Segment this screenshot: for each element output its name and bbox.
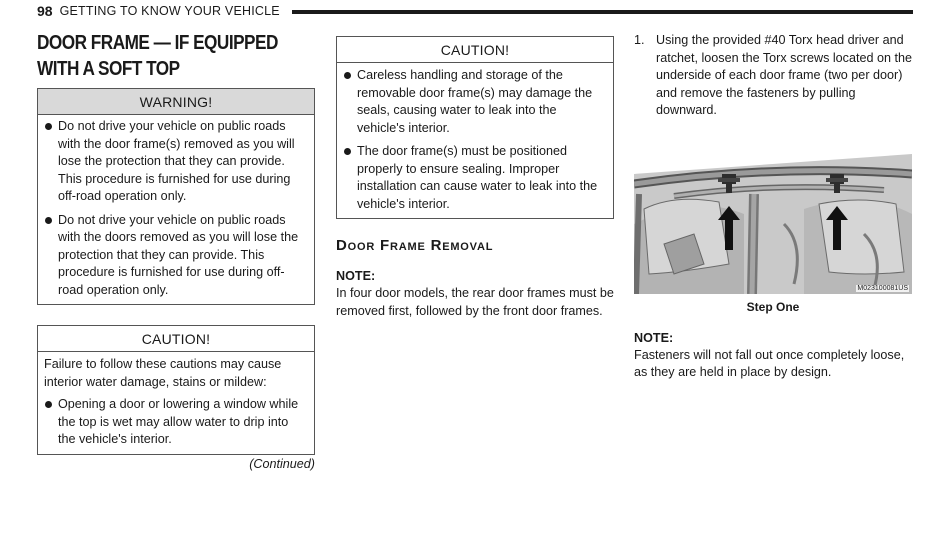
- section-name: GETTING TO KNOW YOUR VEHICLE: [59, 4, 280, 18]
- caution-list: [343, 67, 607, 213]
- warning-item: Do not drive your vehicle on public roads with the door frame(s) removed as you will lose the protection that they can provide. This procedure is furnished for use during off-road operation only.: [44, 118, 308, 206]
- step-text: Using the provided #40 Torx head driver and ratchet, loosen the Torx screws located on the underside of each door frame (two per door) and remove the fasteners by pulling downward.: [656, 33, 912, 117]
- caution-box: [37, 325, 315, 455]
- column-left: [37, 30, 315, 471]
- continued-label: (Continued): [249, 456, 315, 471]
- column-right: [634, 32, 912, 382]
- note-text: In four door models, the rear door frames must be removed first, followed by the front door frames.: [336, 286, 614, 318]
- note-text: Fasteners will not fall out once completely loose, as they are held in place by design.: [634, 347, 905, 379]
- page-number: 98: [37, 3, 53, 19]
- step-list: [634, 32, 912, 120]
- caution-item: Opening a door or lowering a window while the top is wet may allow water to drip into the vehicle's interior.: [44, 396, 308, 449]
- caution-intro: Failure to follow these cautions may cause interior water damage, stains or mildew:: [44, 357, 282, 389]
- step-item: [634, 32, 912, 120]
- caution-heading: CAUTION!: [337, 37, 613, 63]
- door-frame-illustration: [634, 154, 912, 294]
- caution-list: [44, 396, 308, 449]
- warning-item: Do not drive your vehicle on public roads with the doors removed as you will lose the protection that they can provide. This procedure is furnished for use during off-road operation only.: [44, 212, 308, 300]
- figure-caption: Step One: [746, 299, 800, 314]
- note-label: NOTE:: [634, 330, 674, 345]
- caution-box: [336, 36, 614, 219]
- section-heading: Door Frame Removal: [336, 237, 494, 254]
- caution-heading: CAUTION!: [38, 326, 314, 352]
- caution-item: The door frame(s) must be positioned properly to ensure sealing. Improper installation can cause water to leak into the vehicle's interior.: [343, 143, 607, 213]
- step-illustration: [634, 154, 912, 294]
- warning-heading: WARNING!: [38, 89, 314, 115]
- caution-item: Careless handling and storage of the removable door frame(s) may damage the seals, causing water to leak into the vehicle's interior.: [343, 67, 607, 137]
- header-rule: [292, 10, 913, 14]
- column-middle: [336, 36, 614, 320]
- step-number: 1.: [634, 33, 645, 47]
- figure-code: M023100081US: [857, 284, 908, 292]
- page-title: DOOR FRAME — IF EQUIPPED WITH A SOFT TOP: [37, 32, 278, 80]
- warning-list: [44, 118, 308, 299]
- page-header: [37, 2, 913, 20]
- note-label: NOTE:: [336, 269, 376, 283]
- warning-box: [37, 88, 315, 305]
